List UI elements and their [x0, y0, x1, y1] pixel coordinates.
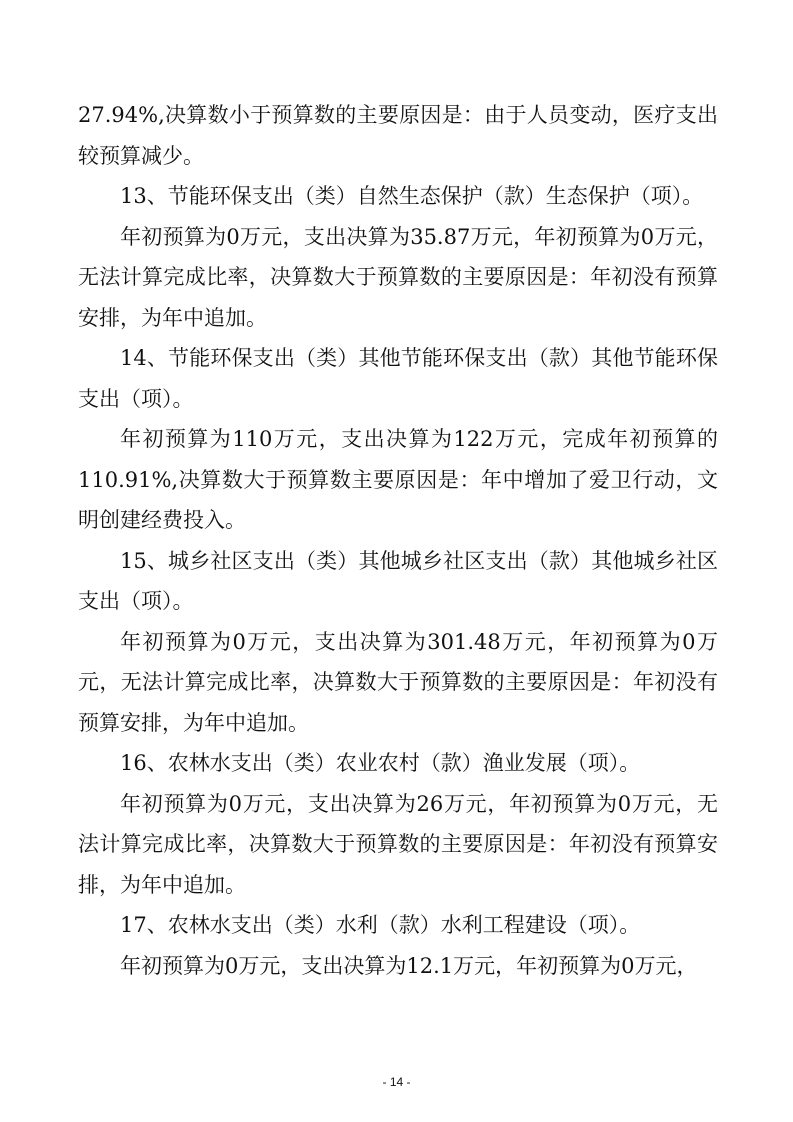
item-detail-16: 年初预算为0万元，支出决算为26万元，年初预算为0万元，无法计算完成比率，决算数大于预算数的主要原因是：年初没有预算安排，为年中追加。 [78, 791, 718, 897]
item-heading-17: 17、农林水支出（类）水利（款）水利工程建设（项）。 [120, 913, 641, 937]
item-detail-17: 年初预算为0万元，支出决算为12.1万元，年初预算为0万元， [120, 953, 698, 978]
item-detail-13: 年初预算为0万元，支出决算为35.87万元，年初预算为0万元，无法计算完成比率，决算数大于预算数的主要原因是：年初没有预算安排，为年中追加。 [78, 224, 718, 330]
item-detail-15: 年初预算为0万元，支出决算为301.48万元，年初预算为0万元，无法计算完成比率，决算数大于预算数的主要原因是：年初没有预算安排，为年中追加。 [78, 629, 718, 735]
body-text [78, 95, 718, 986]
item-detail-14: 年初预算为110万元，支出决算为122万元，完成年初预算的110.91%,决算数大于预算数主要原因是：年中增加了爱卫行动，文明创建经费投入。 [78, 427, 718, 532]
item-heading-13: 13、节能环保支出（类）自然生态保护（款）生态保护（项）。 [120, 184, 704, 208]
item-heading-14: 14、节能环保支出（类）其他节能环保支出（款）其他节能环保支出（项）。 [78, 346, 718, 411]
item-heading-16: 16、农林水支出（类）农业农村（款）渔业发展（项）。 [120, 751, 641, 775]
item-heading-15: 15、城乡社区支出（类）其他城乡社区支出（款）其他城乡社区支出（项）。 [78, 548, 718, 613]
page-number: - 14 - [382, 1075, 411, 1089]
paragraph-continuation: 27.94%,决算数小于预算数的主要原因是：由于人员变动，医疗支出较预算减少。 [78, 103, 718, 168]
